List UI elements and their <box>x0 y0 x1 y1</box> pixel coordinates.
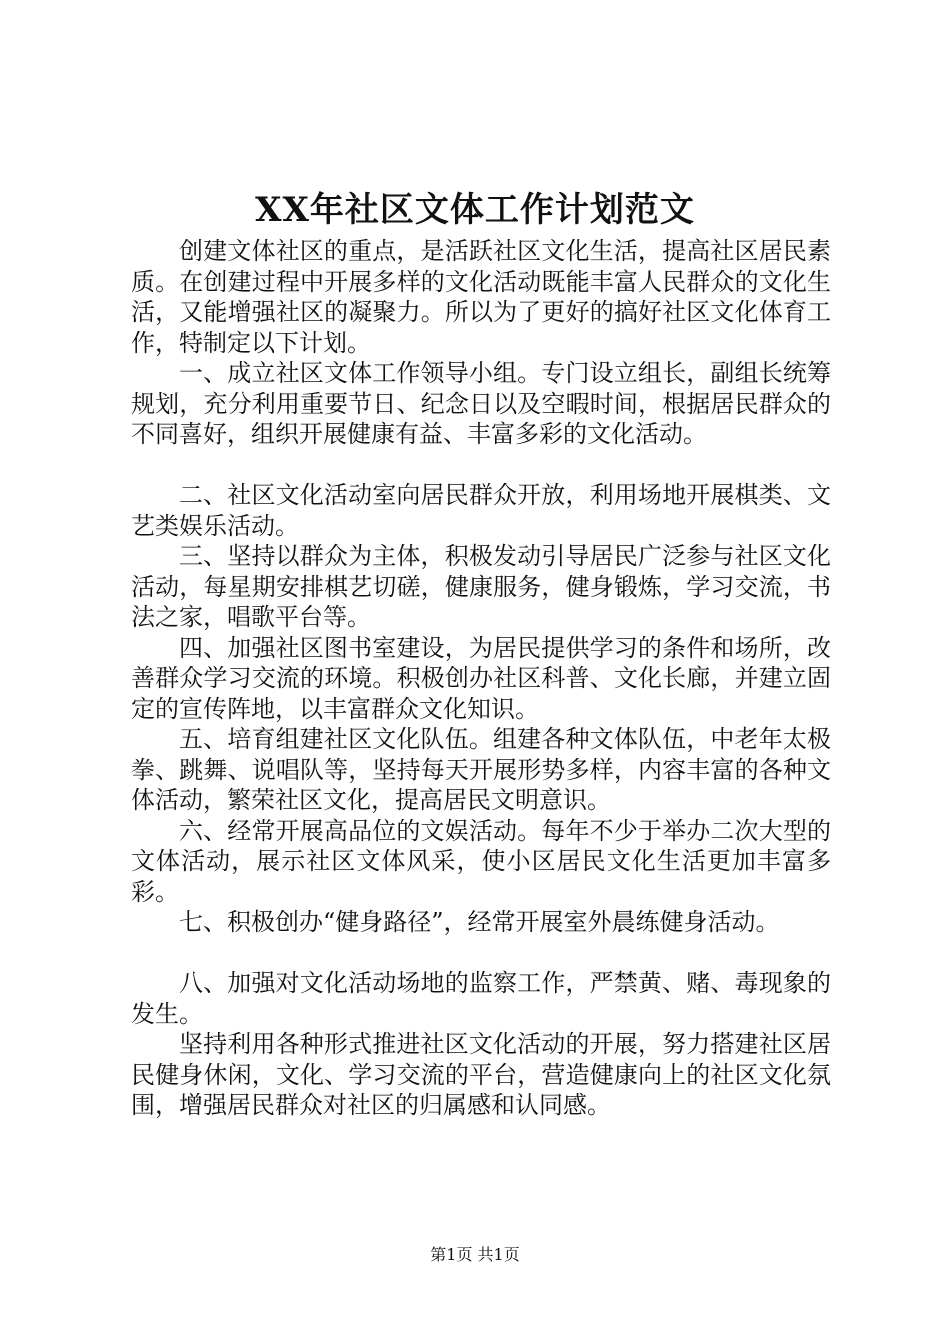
paragraph-conclusion: 坚持利用各种形式推进社区文化活动的开展，努力搭建社区居民健身休闲，文化、学习交流的平台，营造健康向上的社区文化氛围，增强居民群众对社区的归属感和认同感。 <box>131 1030 831 1119</box>
paragraph-intro: 创建文体社区的重点，是活跃社区文化生活，提高社区居民素质。在创建过程中开展多样的文化活动既能丰富人民群众的文化生活，又能增强社区的凝聚力。所以为了更好的搞好社区文化体育工作，特制定以下计划。 <box>131 237 831 357</box>
paragraph-item-2: 二、社区文化活动室向居民群众开放，利用场地开展棋类、文艺类娱乐活动。 <box>131 481 831 540</box>
paragraph-item-1: 一、成立社区文体工作领导小组。专门设立组长，副组长统筹规划，充分利用重要节日、纪念日以及空暇时间，根据居民群众的不同喜好，组织开展健康有益、丰富多彩的文化活动。 <box>131 359 831 448</box>
paragraph-item-4: 四、加强社区图书室建设，为居民提供学习的条件和场所，改善群众学习交流的环境。积极创办社区科普、文化长廊，并建立固定的宣传阵地，以丰富群众文化知识。 <box>131 633 831 723</box>
paragraph-item-7: 七、积极创办“健身路径”，经常开展室外晨练健身活动。 <box>179 908 780 936</box>
document-body <box>131 236 831 1121</box>
paragraph-item-5: 五、培育组建社区文化队伍。组建各种文体队伍，中老年太极拳、跳舞、说唱队等，坚持每天开展形势多样，内容丰富的各种文体活动，繁荣社区文化，提高居民文明意识。 <box>131 725 831 814</box>
page-number-footer: 第1页 共1页 <box>430 1245 520 1264</box>
document-title: XX年社区文体工作计划范文 <box>255 190 695 230</box>
paragraph-item-3: 三、坚持以群众为主体，积极发动引导居民广泛参与社区文化活动，每星期安排棋艺切磋，健康服务，健身锻炼，学习交流，书法之家，唱歌平台等。 <box>131 542 831 631</box>
paragraph-item-6: 六、经常开展高品位的文娱活动。每年不少于举办二次大型的文体活动，展示社区文体风采，使小区居民文化生活更加丰富多彩。 <box>131 816 831 906</box>
paragraph-item-8: 八、加强对文化活动场地的监察工作，严禁黄、赌、毒现象的发生。 <box>131 969 831 1028</box>
